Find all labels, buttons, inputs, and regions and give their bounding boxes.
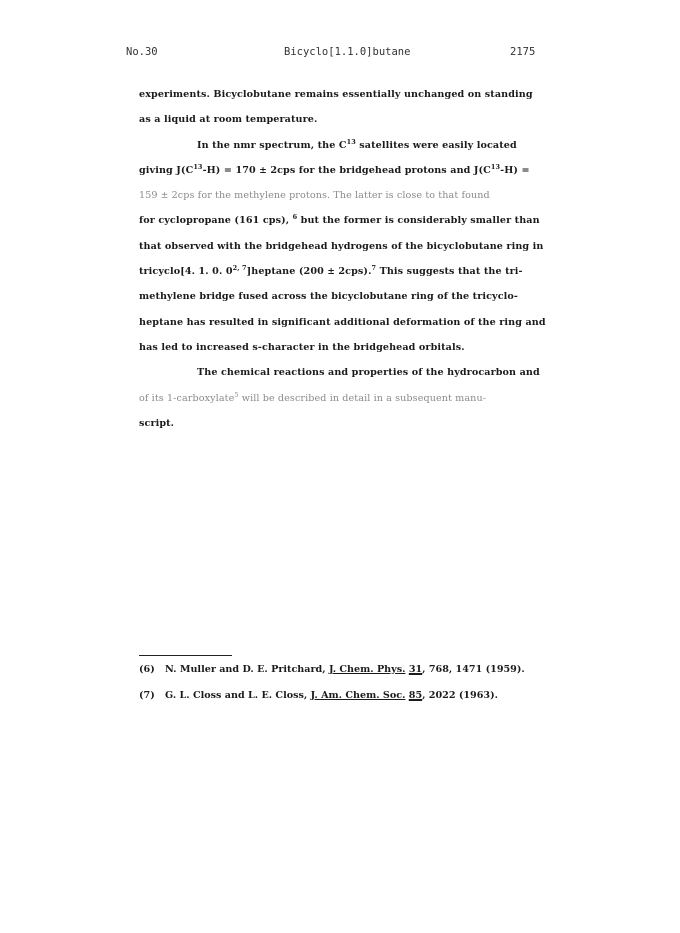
footnote-number: (6) [139,664,155,675]
text-line: tricyclo[4. 1. 0. 0$^{2, 7}$]heptane (200 ± 2cps).$^7$ This suggests that the tri- [139,264,523,278]
page-header [0,46,680,64]
footnote-journal: J. Am. Chem. Soc. [310,690,406,701]
footnote-pages: , 768, 1471 (1959). [422,664,525,675]
text-line: experiments. Bicyclobutane remains essentially unchanged on standing [139,89,533,100]
footnote-volume: 31 [408,664,423,675]
text-line: as a liquid at room temperature. [139,114,318,126]
text-line: 159 ± 2cps for the methylene protons. The latter is close to that found [139,190,490,202]
text-line: methylene bridge fused across the bicyclobutane ring of the tricyclo- [139,291,518,303]
text-line: has led to increased s-character in the bridgehead orbitals. [139,341,465,353]
page-number: 2175 [510,46,536,58]
running-title: Bicyclo[1.1.0]butane [284,46,411,58]
text-line: giving $J(C^{13}-H) = 170 \pm 2cps$ for the bridgehead protons and $J(C^{13}-H)$ = [139,162,530,176]
article-body [139,88,546,442]
footnote-volume: 85 [408,690,423,701]
text-line: script. [139,417,175,429]
text-line: In the nmr spectrum, the $C^{13}$ satellites were easily located [197,137,517,151]
footnote-journal: J. Chem. Phys. [328,664,406,675]
text-line: that observed with the bridgehead hydrogens of the bicyclobutane ring in [139,240,544,252]
text-line: of its 1-carboxylate$^5$ will be described in detail in a subsequent manu- [139,390,487,404]
text-line: heptane has resulted in significant additional deformation of the ring and [139,316,546,328]
footnote-authors: G. L. Closs and L. E. Closs, [165,690,311,701]
text-line: The chemical reactions and properties of the hydrocarbon and [197,367,540,379]
footnote-pages: , 2022 (1963). [422,690,498,701]
footnote-6 [139,664,559,675]
footnote-authors: N. Muller and D. E. Pritchard, [165,664,329,675]
footnote-number: (7) [139,690,155,701]
text-line: for cyclopropane (161 cps), $^6$ but the former is considerably smaller than [139,213,540,227]
footnote-divider [139,655,232,656]
journal-issue: No.30 [126,46,158,58]
footnote-7 [139,690,559,701]
